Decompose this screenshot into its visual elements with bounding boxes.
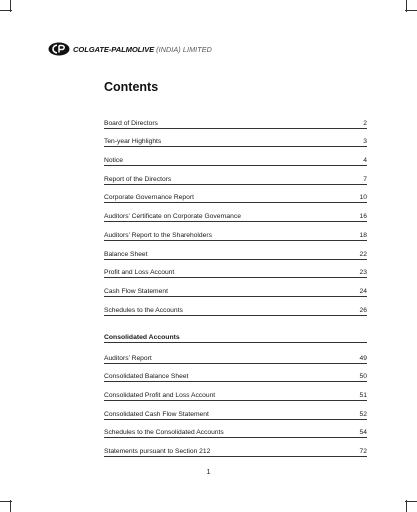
crop-mark	[405, 501, 417, 502]
toc-page: 50	[359, 373, 367, 381]
toc-page: 7	[363, 175, 367, 183]
toc-item-board-of-directors[interactable]	[104, 110, 367, 129]
toc-page: 51	[359, 392, 367, 400]
toc-item-report-of-directors[interactable]	[104, 166, 367, 185]
toc-label: Auditors’ Report to the Shareholders	[104, 231, 212, 239]
toc-item-consolidated-cash-flow[interactable]	[104, 401, 367, 420]
toc-item-consolidated-auditors-report[interactable]	[104, 345, 367, 364]
toc-page: 4	[363, 157, 367, 165]
toc-label: Schedules to the Accounts	[104, 306, 183, 314]
toc-item-profit-and-loss[interactable]	[104, 260, 367, 279]
crop-mark	[405, 10, 417, 11]
toc-item-cash-flow-statement[interactable]	[104, 278, 367, 297]
consolidated-toc-list	[104, 345, 367, 457]
toc-label: Consolidated Cash Flow Statement	[104, 410, 209, 418]
toc-page: 52	[359, 410, 367, 418]
toc-page: 72	[359, 448, 367, 456]
toc-item-balance-sheet[interactable]	[104, 241, 367, 260]
toc-label: Notice	[104, 157, 123, 165]
toc-page: 3	[363, 138, 367, 146]
toc-item-notice[interactable]	[104, 147, 367, 166]
toc-label: Report of the Directors	[104, 175, 172, 183]
toc-label: Ten-year Highlights	[104, 138, 162, 146]
toc-item-consolidated-balance-sheet[interactable]	[104, 364, 367, 383]
toc-label: Cash Flow Statement	[104, 287, 168, 295]
toc-list	[104, 110, 367, 316]
toc-page: 18	[359, 231, 367, 239]
toc-page: 24	[359, 287, 367, 295]
toc-page: 2	[363, 119, 367, 127]
toc-label: Auditors’ Report	[104, 354, 152, 362]
toc-label: Balance Sheet	[104, 250, 148, 258]
page-number: 1	[206, 469, 211, 476]
toc-label: Schedules to the Consolidated Accounts	[104, 429, 224, 437]
toc-label: Board of Directors	[104, 119, 158, 127]
toc-page: 26	[359, 306, 367, 314]
toc-page: 16	[359, 213, 367, 221]
toc-page: 10	[359, 194, 367, 202]
toc-label: Consolidated Profit and Loss Account	[104, 392, 216, 400]
toc-label: Statements pursuant to Section 212	[104, 448, 211, 456]
toc-label: Consolidated Balance Sheet	[104, 373, 189, 381]
toc-label: Auditors’ Certificate on Corporate Governance	[104, 213, 241, 221]
toc-item-auditors-certificate[interactable]	[104, 203, 367, 222]
toc-page: 54	[359, 429, 367, 437]
toc-page: 22	[359, 250, 367, 258]
toc-page: 23	[359, 269, 367, 277]
brand-suffix: (INDIA) LIMITED	[156, 44, 212, 54]
toc-label: Profit and Loss Account	[104, 269, 175, 277]
crop-mark	[0, 10, 12, 11]
toc-page: 49	[359, 354, 367, 362]
toc-item-consolidated-profit-loss[interactable]	[104, 382, 367, 401]
brand-header	[48, 42, 212, 56]
page-title: Contents	[104, 80, 159, 94]
toc-label: Corporate Governance Report	[104, 194, 194, 202]
toc-item-corporate-governance-report[interactable]	[104, 185, 367, 204]
brand-name: COLGATE-PALMOLIVE	[73, 44, 155, 54]
toc-item-schedules-to-accounts[interactable]	[104, 297, 367, 316]
toc-item-consolidated-schedules[interactable]	[104, 420, 367, 439]
toc-item-ten-year-highlights[interactable]	[104, 129, 367, 148]
colgate-cp-logo-icon	[48, 42, 70, 56]
toc-item-auditors-report-shareholders[interactable]	[104, 222, 367, 241]
section-heading-consolidated: Consolidated Accounts	[104, 334, 367, 343]
toc-item-section-212-statements[interactable]	[104, 438, 367, 457]
crop-mark	[0, 501, 12, 502]
